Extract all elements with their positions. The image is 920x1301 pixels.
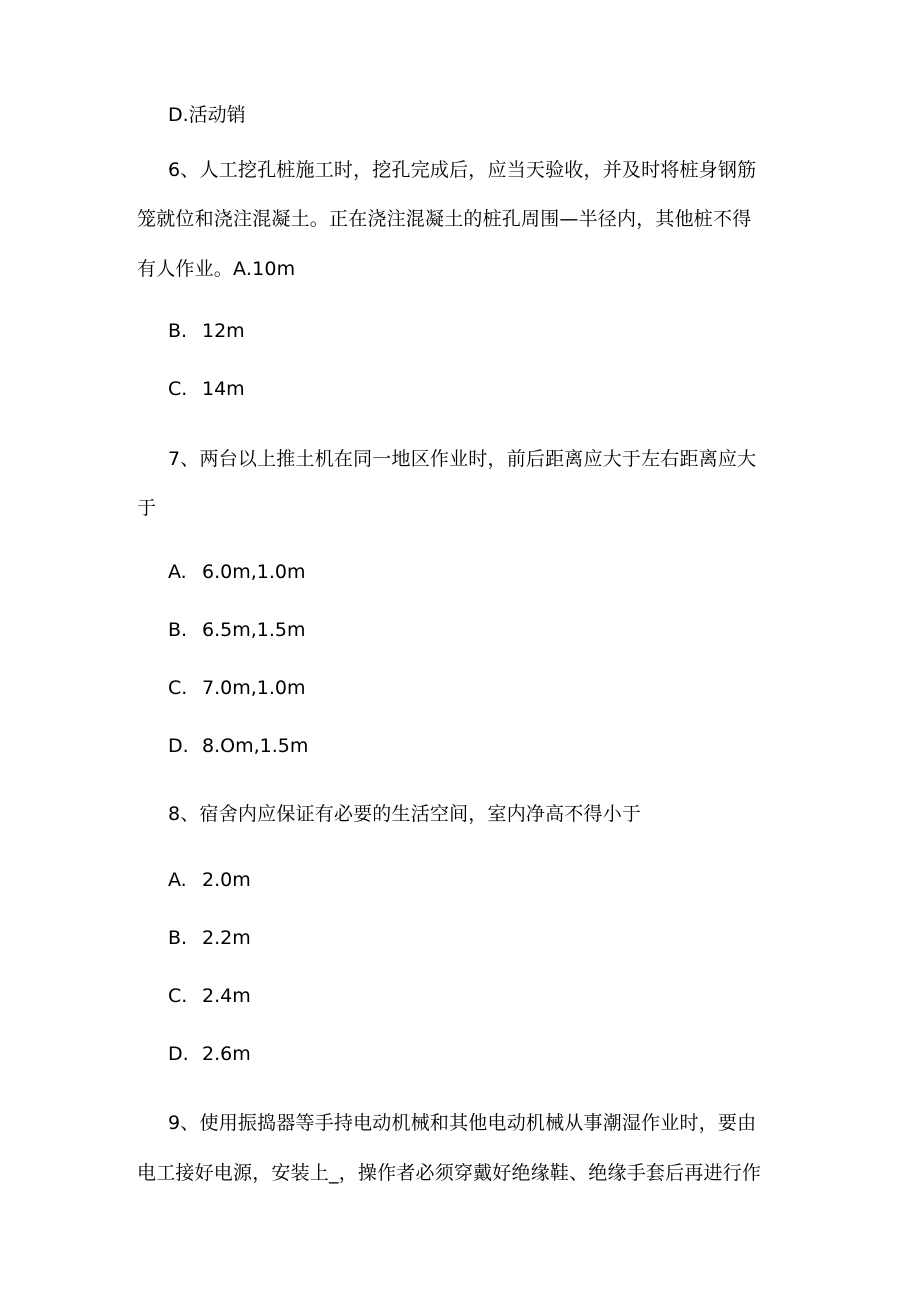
question-8-option-b [168,926,251,950]
option-label: A. [168,561,187,583]
question-7-line-1: 7、两台以上推土机在同一地区作业时，前后距离应大于左右距离应大 [168,448,757,470]
question-7-option-a [168,560,306,584]
question-6-option-c [168,377,245,401]
question-6-line-3: 有人作业。A.10m [137,258,296,280]
option-d-line [168,103,246,127]
question-9-line-2: 电工接好电源，安装上_，操作者必须穿戴好绝缘鞋、绝缘手套后再进行作 [137,1162,762,1184]
question-7-option-c [168,676,306,700]
option-label: A. [168,869,187,891]
option-label: C. [168,677,188,699]
option-value: 2.4m [202,985,251,1007]
question-8-line-1: 8、宿舍内应保证有必要的生活空间，室内净高不得小于 [168,803,642,825]
question-6-option-b [168,319,245,343]
question-6-line-1: 6、人工挖孔桩施工时，挖孔完成后，应当天验收，并及时将桩身钢筋 [168,159,757,181]
option-value: 7.0m,1.0m [202,677,306,699]
question-8-option-c [168,984,251,1008]
option-value: 2.6m [202,1043,251,1065]
option-value: 14m [202,378,245,400]
option-value: 2.2m [202,927,251,949]
question-6-line-2: 笼就位和浇注混凝土。正在浇注混凝土的桩孔周围—半径内，其他桩不得 [137,208,752,230]
option-label: C. [168,378,188,400]
option-label: B. [168,320,188,342]
question-8-option-a [168,868,251,892]
option-value: 6.0m,1.0m [202,561,306,583]
option-label: C. [168,985,188,1007]
option-value: 12m [202,320,245,342]
option-label: B. [168,927,188,949]
question-7-option-b [168,618,306,642]
option-value: 8.Om,1.5m [202,735,309,757]
question-9-line-1: 9、使用振捣器等手持电动机械和其他电动机械从事潮湿作业时，要由 [168,1112,757,1134]
question-7-line-2: 于 [137,497,157,519]
question-7-option-d [168,734,308,758]
option-label: B. [168,619,188,641]
question-8-option-d [168,1042,251,1066]
option-label: D. [168,735,189,757]
option-label: D. [168,1043,189,1065]
option-value: 6.5m,1.5m [202,619,306,641]
option-value: 2.0m [202,869,251,891]
option-text: D.活动销 [168,104,246,126]
